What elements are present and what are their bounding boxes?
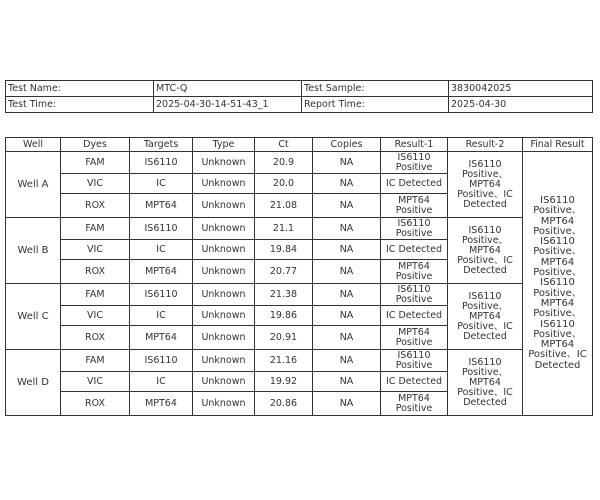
result-1-cell: MPT64 Positive <box>381 260 448 284</box>
test-sample-label: Test Sample: <box>302 81 449 97</box>
ct-cell: 21.38 <box>255 284 313 306</box>
copies-cell: NA <box>313 372 381 392</box>
target-cell: IC <box>130 306 193 326</box>
copies-cell: NA <box>313 392 381 416</box>
result-1-cell: IS6110 Positive <box>381 350 448 372</box>
test-name-value: MTC-Q <box>154 81 302 97</box>
target-cell: IC <box>130 372 193 392</box>
copies-cell: NA <box>313 326 381 350</box>
ct-cell: 20.0 <box>255 174 313 194</box>
header-ct: Ct <box>255 138 313 152</box>
ct-cell: 21.1 <box>255 218 313 240</box>
ct-cell: 20.77 <box>255 260 313 284</box>
result-1-cell: IC Detected <box>381 240 448 260</box>
result-1-cell: IC Detected <box>381 174 448 194</box>
copies-cell: NA <box>313 306 381 326</box>
final-result-cell: IS6110 Positive、 MPT64 Positive、 IS6110 Positive、 MPT64 Positive、 IS6110 Positive、 MPT64 Positive、 IS6110 Positive、 MPT64 Positive、IC Detected <box>523 152 593 416</box>
header-dyes: Dyes <box>61 138 130 152</box>
report-time-value: 2025-04-30 <box>449 97 593 113</box>
type-cell: Unknown <box>193 240 255 260</box>
target-cell: MPT64 <box>130 326 193 350</box>
result-2-cell: IS6110 Positive、 MPT64 Positive、IC Detected <box>448 350 523 416</box>
dye-cell: ROX <box>61 194 130 218</box>
info-row-2 <box>6 97 593 113</box>
target-cell: IS6110 <box>130 218 193 240</box>
result-1-cell: IC Detected <box>381 372 448 392</box>
result-2-cell: IS6110 Positive、 MPT64 Positive、IC Detected <box>448 284 523 350</box>
type-cell: Unknown <box>193 350 255 372</box>
header-result-2: Result-2 <box>448 138 523 152</box>
copies-cell: NA <box>313 260 381 284</box>
header-targets: Targets <box>130 138 193 152</box>
target-cell: MPT64 <box>130 194 193 218</box>
test-name-label: Test Name: <box>6 81 154 97</box>
type-cell: Unknown <box>193 194 255 218</box>
test-sample-value: 3830042025 <box>449 81 593 97</box>
result-1-cell: MPT64 Positive <box>381 392 448 416</box>
result-1-cell: IS6110 Positive <box>381 284 448 306</box>
header-result-1: Result-1 <box>381 138 448 152</box>
dye-cell: ROX <box>61 392 130 416</box>
table-row <box>6 284 593 306</box>
type-cell: Unknown <box>193 372 255 392</box>
header-row <box>6 138 593 152</box>
result-1-cell: IC Detected <box>381 306 448 326</box>
ct-cell: 19.84 <box>255 240 313 260</box>
dye-cell: VIC <box>61 240 130 260</box>
report-time-label: Report Time: <box>302 97 449 113</box>
ct-cell: 19.92 <box>255 372 313 392</box>
header-copies: Copies <box>313 138 381 152</box>
result-1-cell: MPT64 Positive <box>381 326 448 350</box>
target-cell: MPT64 <box>130 392 193 416</box>
well-name-cell: Well D <box>6 350 61 416</box>
ct-cell: 20.91 <box>255 326 313 350</box>
target-cell: IS6110 <box>130 152 193 174</box>
dye-cell: FAM <box>61 152 130 174</box>
result-2-cell: IS6110 Positive、 MPT64 Positive、IC Detected <box>448 218 523 284</box>
well-name-cell: Well A <box>6 152 61 218</box>
report-info-table <box>5 80 593 113</box>
copies-cell: NA <box>313 152 381 174</box>
ct-cell: 21.16 <box>255 350 313 372</box>
copies-cell: NA <box>313 218 381 240</box>
target-cell: IS6110 <box>130 284 193 306</box>
copies-cell: NA <box>313 350 381 372</box>
dye-cell: FAM <box>61 284 130 306</box>
well-name-cell: Well B <box>6 218 61 284</box>
type-cell: Unknown <box>193 326 255 350</box>
results-table <box>5 137 593 416</box>
type-cell: Unknown <box>193 218 255 240</box>
copies-cell: NA <box>313 194 381 218</box>
header-well: Well <box>6 138 61 152</box>
copies-cell: NA <box>313 174 381 194</box>
type-cell: Unknown <box>193 284 255 306</box>
header-final-result: Final Result <box>523 138 593 152</box>
target-cell: IC <box>130 240 193 260</box>
table-row <box>6 350 593 372</box>
type-cell: Unknown <box>193 260 255 284</box>
ct-cell: 19.86 <box>255 306 313 326</box>
well-name-cell: Well C <box>6 284 61 350</box>
ct-cell: 21.08 <box>255 194 313 218</box>
ct-cell: 20.86 <box>255 392 313 416</box>
copies-cell: NA <box>313 240 381 260</box>
test-time-label: Test Time: <box>6 97 154 113</box>
dye-cell: ROX <box>61 326 130 350</box>
table-row <box>6 152 593 174</box>
dye-cell: VIC <box>61 306 130 326</box>
table-row <box>6 218 593 240</box>
results-body <box>6 152 593 416</box>
result-1-cell: IS6110 Positive <box>381 152 448 174</box>
dye-cell: ROX <box>61 260 130 284</box>
type-cell: Unknown <box>193 306 255 326</box>
type-cell: Unknown <box>193 392 255 416</box>
type-cell: Unknown <box>193 152 255 174</box>
copies-cell: NA <box>313 284 381 306</box>
header-type: Type <box>193 138 255 152</box>
dye-cell: FAM <box>61 350 130 372</box>
target-cell: IS6110 <box>130 350 193 372</box>
info-row-1 <box>6 81 593 97</box>
target-cell: IC <box>130 174 193 194</box>
result-1-cell: IS6110 Positive <box>381 218 448 240</box>
ct-cell: 20.9 <box>255 152 313 174</box>
dye-cell: VIC <box>61 174 130 194</box>
type-cell: Unknown <box>193 174 255 194</box>
result-2-cell: IS6110 Positive、 MPT64 Positive、IC Detected <box>448 152 523 218</box>
result-1-cell: MPT64 Positive <box>381 194 448 218</box>
target-cell: MPT64 <box>130 260 193 284</box>
test-time-value: 2025-04-30-14-51-43_1 <box>154 97 302 113</box>
dye-cell: VIC <box>61 372 130 392</box>
dye-cell: FAM <box>61 218 130 240</box>
